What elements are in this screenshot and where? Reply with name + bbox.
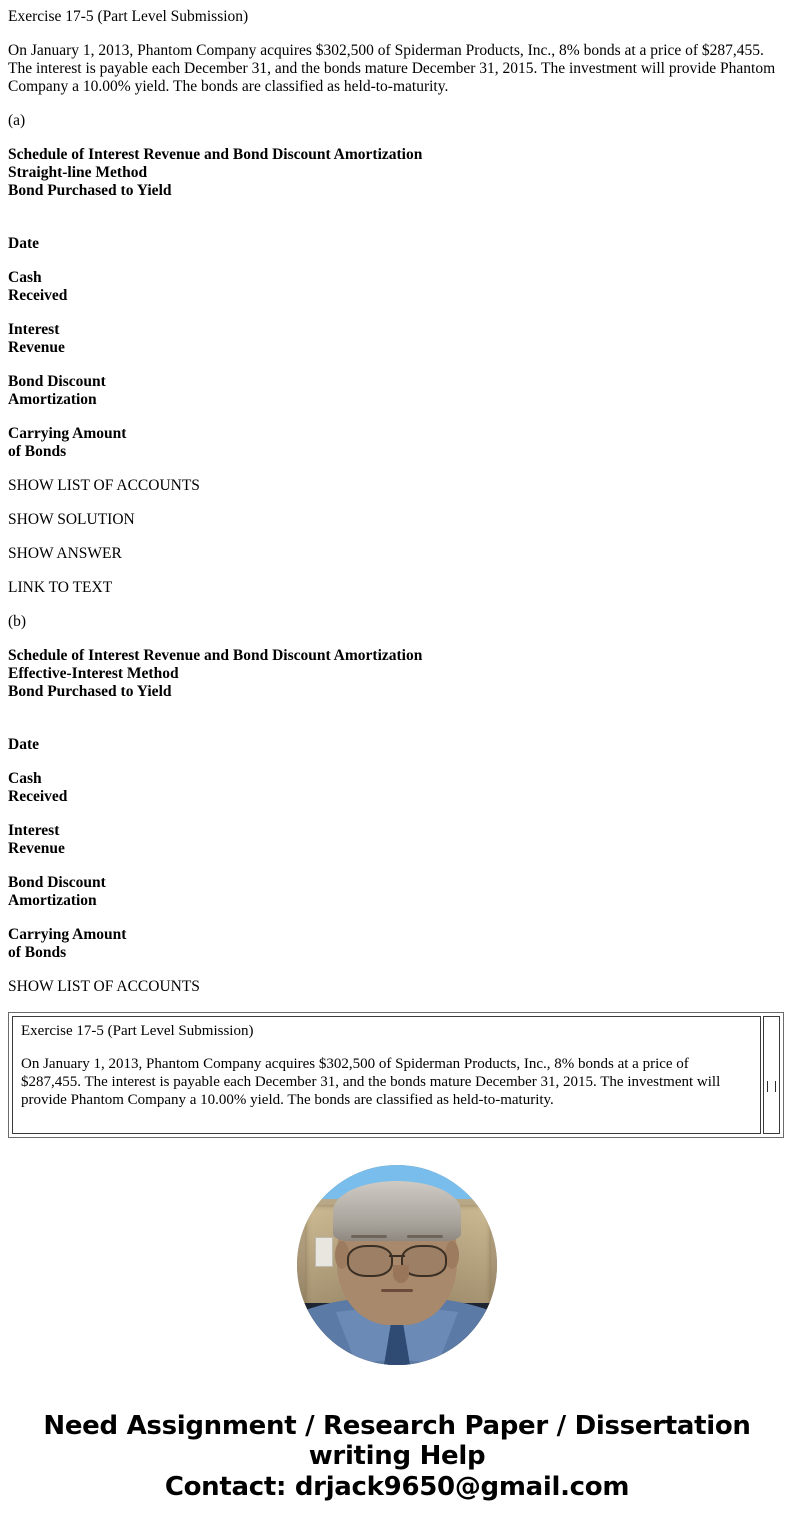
avatar — [297, 1165, 497, 1365]
part-marker-a: (a) — [8, 112, 26, 129]
avatar-mouth — [381, 1289, 413, 1292]
column-header-carrying-amount-b — [8, 926, 786, 962]
textarea-line-1: Exercise 17-5 (Part Level Submission) — [21, 1023, 254, 1039]
column-header-line1: Date — [8, 235, 39, 252]
textarea-line-2: On January 1, 2013, Phantom Company acquires $302,500 of Spiderman Products, Inc., 8% bonds at a price of $287,455. The interest is payable each December 31, and the bonds mature December 31, 2015. The investment will provide Phantom Company a 10.00% yield. The bonds are classified as held-to-maturity. — [21, 1056, 721, 1108]
column-header-interest-revenue-a — [8, 321, 786, 357]
avatar-container — [0, 1165, 794, 1365]
schedule-title-b: Schedule of Interest Revenue and Bond Discount Amortization — [8, 647, 423, 664]
schedule-subtitle-a: Bond Purchased to Yield — [8, 182, 172, 199]
promo-line-2: Contact: drjack9650@gmail.com — [164, 1472, 630, 1502]
column-header-line1: Bond Discount — [8, 874, 106, 891]
show-list-of-accounts-link-b[interactable]: SHOW LIST OF ACCOUNTS — [8, 978, 200, 995]
column-header-bond-discount-amortization-b — [8, 874, 786, 910]
column-header-bond-discount-amortization-a — [8, 373, 786, 409]
column-header-line1: Carrying Amount — [8, 425, 127, 442]
avatar-eyebrow-left — [351, 1235, 387, 1238]
column-header-line1: Bond Discount — [8, 373, 106, 390]
schedule-heading-a — [8, 146, 786, 200]
link-to-text-link-a[interactable]: LINK TO TEXT — [8, 579, 113, 596]
avatar-nose — [393, 1265, 409, 1283]
scrollbar-thumb[interactable] — [767, 1081, 776, 1092]
part-marker-b: (b) — [8, 613, 27, 630]
column-header-line1: Carrying Amount — [8, 926, 127, 943]
column-header-line2: Received — [8, 788, 68, 805]
problem-statement: On January 1, 2013, Phantom Company acquires $302,500 of Spiderman Products, Inc., 8% bonds at a price of $287,455. The interest is payable each December 31, and the bonds mature December 31, 2015. The investment will provide Phantom Company a 10.00% yield. The bonds are classified as held-to-maturity. — [8, 42, 776, 95]
column-header-line1: Date — [8, 736, 39, 753]
schedule-method-a: Straight-line Method — [8, 164, 148, 181]
promo-line-1: Need Assignment / Research Paper / Dissertation writing Help — [43, 1411, 751, 1471]
column-header-date-b — [8, 736, 786, 754]
column-header-date-a — [8, 235, 786, 253]
promo-banner — [0, 1411, 794, 1502]
problem-textarea-container[interactable] — [8, 1012, 784, 1138]
show-list-of-accounts-link-a[interactable]: SHOW LIST OF ACCOUNTS — [8, 477, 200, 494]
avatar-ear-right — [445, 1241, 459, 1269]
schedule-subtitle-b: Bond Purchased to Yield — [8, 683, 172, 700]
column-header-cash-received-a — [8, 269, 786, 305]
column-header-line1: Cash — [8, 269, 42, 286]
column-header-interest-revenue-b — [8, 822, 786, 858]
column-header-carrying-amount-a — [8, 425, 786, 461]
column-header-line1: Cash — [8, 770, 42, 787]
avatar-eyebrow-right — [407, 1235, 443, 1238]
column-header-line2: Revenue — [8, 339, 65, 356]
show-answer-link-a[interactable]: SHOW ANSWER — [8, 545, 122, 562]
textarea-scrollbar[interactable] — [763, 1016, 780, 1134]
avatar-eyeglasses-bridge — [389, 1255, 405, 1257]
schedule-method-b: Effective-Interest Method — [8, 665, 179, 682]
column-header-line1: Interest — [8, 822, 60, 839]
problem-textarea[interactable] — [12, 1016, 761, 1134]
column-header-line2: Amortization — [8, 391, 97, 408]
column-header-line2: of Bonds — [8, 944, 67, 961]
avatar-eyeglasses-left-lens — [347, 1245, 393, 1277]
avatar-wall-switch — [315, 1237, 333, 1267]
show-solution-link-a[interactable]: SHOW SOLUTION — [8, 511, 135, 528]
column-header-line2: Received — [8, 287, 68, 304]
column-header-cash-received-b — [8, 770, 786, 806]
schedule-title-a: Schedule of Interest Revenue and Bond Discount Amortization — [8, 146, 423, 163]
column-header-line2: Amortization — [8, 892, 97, 909]
column-header-line2: of Bonds — [8, 443, 67, 460]
exercise-title: Exercise 17-5 (Part Level Submission) — [8, 8, 249, 25]
avatar-hair — [333, 1181, 461, 1241]
schedule-heading-b — [8, 647, 786, 701]
column-header-line1: Interest — [8, 321, 60, 338]
column-header-line2: Revenue — [8, 840, 65, 857]
